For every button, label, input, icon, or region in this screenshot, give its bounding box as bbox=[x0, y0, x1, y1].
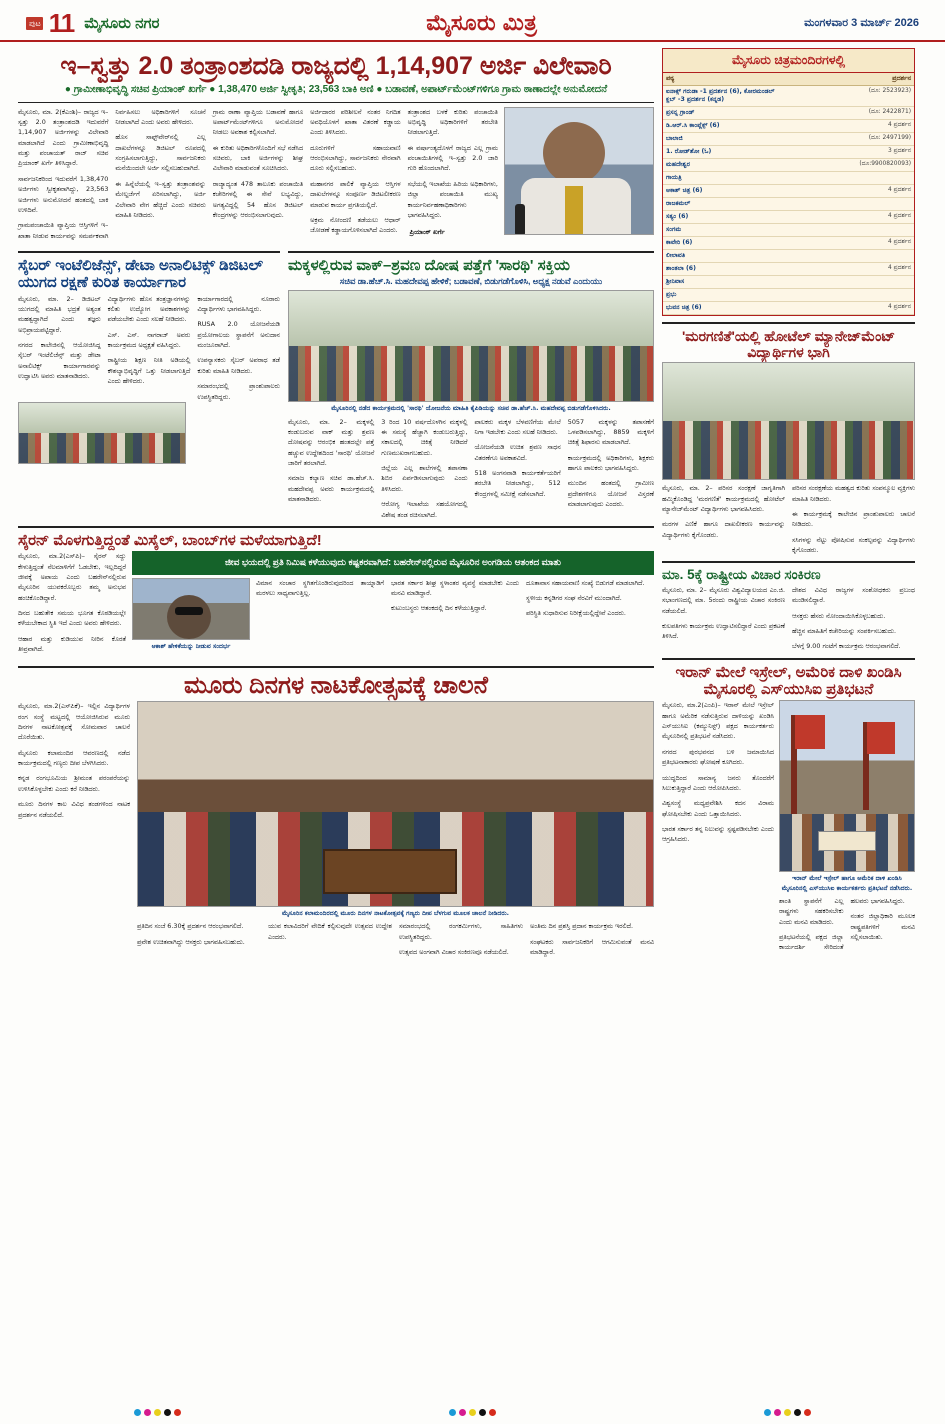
page-body bbox=[0, 42, 945, 958]
lead-photo-caption: ಪ್ರಿಯಾಂಕ್ ಖರ್ಗೆ bbox=[409, 228, 445, 237]
paragraph: ಕಾರ್ಯಕ್ರಮದಲ್ಲಿ ಅಧಿಕಾರಿಗಳು, ಶಿಕ್ಷಕರು ಹಾಗೂ ಪಾಲಕರು ಭಾಗವಹಿಸಿದ್ದರು. bbox=[567, 453, 654, 473]
table-row bbox=[663, 211, 914, 224]
paragraph: ಮೈಸೂರು, ಮಾ. 2– ಮೈಸೂರು ವಿಶ್ವವಿದ್ಯಾಲಯದ ಎಂ.ಜಿ. ಸಭಾಂಗಣದಲ್ಲಿ ಮಾ. 5ರಂದು ರಾಷ್ಟ್ರೀಯ ವಿಚಾರ ಸಂಕಿರಣ ನಡೆಯಲಿದೆ. bbox=[662, 585, 785, 615]
paragraph: ಅಕ್ರಮ ನೋಂದಣಿ ತಡೆಯಲು ಆಧಾರ್ ಜೋಡಣೆ ಕಡ್ಡಾಯಗೊಳಿಸಲಾಗಿದೆ ಎಂದರು. bbox=[310, 215, 401, 235]
issue-date: ಮಂಗಳವಾರ 3 ಮಾರ್ಚ್ 2026 bbox=[804, 16, 919, 29]
drama-story bbox=[18, 666, 654, 958]
paragraph: ಗ್ರಾಮಪಂಚಾಯಿತಿ ವ್ಯಾಪ್ತಿಯ ಆಸ್ತಿಗಳಿಗೆ ಇ–ಖಾತಾ ನೀಡುವ ಕಾರ್ಯವನ್ನು ಸಮರ್ಪಕವಾಗಿ ನಿರ್ವಹಿಸಲು ಅಧಿಕಾರಿಗಳಿಗೆ ಸೂಚನೆ ನೀಡಲಾಗಿದೆ ಎಂದು ಅವರು ಹೇಳಿದರು. bbox=[18, 107, 206, 240]
column-header-name: ಪಠ್ಯ bbox=[663, 73, 778, 86]
protest-headline: ಇರಾನ್ ಮೇಲೆ ಇಸ್ರೇಲ್, ಅಮೆರಿಕ ದಾಳಿ ಖಂಡಿಸಿ ಮೈಸೂರಲ್ಲಿ ಎಸ್‌ಯುಸಿಐ ಪ್ರತಿಭಟನೆ bbox=[662, 658, 915, 699]
table-row bbox=[663, 263, 914, 276]
theatre-shows: 4 ಪ್ರದರ್ಶನ bbox=[778, 120, 914, 133]
theatre-name: ಪ್ರಸನ್ನ ಗ್ರಾಂಡ್ bbox=[663, 107, 778, 120]
protest-photo bbox=[779, 700, 915, 872]
theatre-shows bbox=[778, 198, 914, 211]
missile-photo bbox=[132, 578, 250, 640]
cyber-body bbox=[18, 294, 280, 402]
paragraph: ದೂರುಗಳಿಗೆ ಸಹಾಯವಾಣಿ ಆರಂಭಿಸಲಾಗಿದ್ದು, ಸಾರ್ವಜನಿಕರು ನೇರವಾಗಿ ದೂರು ಸಲ್ಲಿಸಬಹುದು. bbox=[310, 143, 401, 173]
lead-photo bbox=[504, 107, 654, 235]
paragraph: 518 ಅಂಗನವಾಡಿ ಕಾರ್ಯಕರ್ತೆಯರಿಗೆ ತರಬೇತಿ ನೀಡಲಾಗಿದ್ದು, 512 ಕೇಂದ್ರಗಳಲ್ಲಿ ಸಮೀಕ್ಷೆ ನಡೆಸಲಾಗಿದೆ. bbox=[474, 469, 561, 498]
paper-title: ಮೈಸೂರು ಮಿತ್ರ bbox=[426, 10, 538, 35]
theatre-name: ಸಂಗಮ bbox=[663, 224, 778, 237]
regmark-group bbox=[134, 1409, 181, 1416]
hotel-headline: 'ಮರಗಣಿತೆ'ಯಲ್ಲಿ ಹೋಟೆಲ್ ಮ್ಯಾನೇಜ್‌ಮೆಂಟ್ ವಿದ್ಯಾರ್ಥಿಗಳ ಭಾಗಿ bbox=[662, 322, 915, 360]
theatre-shows: 4 ಪ್ರದರ್ಶನ bbox=[778, 263, 914, 276]
paragraph: ಮರಗಳ ಎಣಿಕೆ ಹಾಗೂ ದಾಖಲೀಕರಣ ಕಾರ್ಯವನ್ನು ವಿದ್ಯಾರ್ಥಿಗಳು ಕೈಗೊಂಡರು. bbox=[662, 520, 785, 539]
sarathi-photo bbox=[288, 290, 654, 402]
paragraph: ದಿನದ ಬಹುತೇಕ ಸಮಯ ಭೂಗತ ಕೊಠಡಿಯಲ್ಲೇ ಕಳೆಯಬೇಕಾದ ಸ್ಥಿತಿ ಇದೆ ಎಂದು ಅವರು ಹೇಳಿದರು. bbox=[18, 609, 126, 628]
sarathi-photo-caption: ಮೈಸೂರಿನಲ್ಲಿ ನಡೆದ ಕಾರ್ಯಕ್ರಮದಲ್ಲಿ 'ಸಾರಥಿ' ಯೋಜನೆಯ ಮಾಹಿತಿ ಕೈಪಿಡಿಯನ್ನು ಸಚಿವ ಡಾ.ಹೆಚ್.ಸಿ. ಮಹದೇವಪ್ಪ ಬಿಡುಗಡೆಗೊಳಿಸಿದರು. bbox=[331, 405, 611, 413]
theatre-name: ಗಾಯತ್ರಿ bbox=[663, 172, 778, 185]
table-header-row bbox=[663, 73, 914, 86]
paragraph: ಸಮಾರಂಭದಲ್ಲಿ ಪ್ರಾಂಶುಪಾಲರು ಉಪಸ್ಥಿತರಿದ್ದರು. bbox=[197, 382, 280, 401]
paragraph: ಮೂರು ದಿನಗಳ ಕಾಲ ವಿವಿಧ ತಂಡಗಳಿಂದ ನಾಟಕ ಪ್ರದರ್ಶನ ನಡೆಯಲಿದೆ. bbox=[18, 800, 130, 819]
hotel-photo bbox=[662, 362, 915, 480]
table-row bbox=[663, 276, 914, 289]
table-row bbox=[663, 250, 914, 263]
paragraph: ವಿಮಾನ ಸಂಚಾರ ಸ್ಥಗಿತಗೊಂಡಿರುವುದರಿಂದ ತಾಯ್ನಾಡಿಗೆ ಮರಳಲು ಸಾಧ್ಯವಾಗುತ್ತಿಲ್ಲ. bbox=[256, 578, 384, 598]
paragraph: ಕನ್ನಡ ರಂಗಭೂಮಿಯ ಶ್ರೀಮಂತ ಪರಂಪರೆಯನ್ನು ಉಳಿಸಿಕೊಳ್ಳಬೇಕು ಎಂದು ಕರೆ ನೀಡಿದರು. bbox=[18, 774, 130, 793]
paragraph: 5057 ಮಕ್ಕಳನ್ನು ತಪಾಸಣೆಗೆ ಒಳಪಡಿಸಲಾಗಿದ್ದು, 8859 ಮಕ್ಕಳಿಗೆ ಚಿಕಿತ್ಸೆ ಶಿಫಾರಸು ಮಾಡಲಾಗಿದೆ. bbox=[567, 417, 654, 447]
paragraph: RUSA 2.0 ಯೋಜನೆಯಡಿ ಪ್ರಯೋಗಾಲಯ ಸ್ಥಾಪನೆಗೆ ಅನುದಾನ ಮಂಜೂರಾಗಿದೆ. bbox=[197, 320, 280, 349]
paragraph: ನಗರದ ಕಾಲೇಜಿನಲ್ಲಿ ಆಯೋಜಿಸಿದ್ದ ಸೈಬರ್ ಇಂಟೆಲಿಜೆನ್ಸ್ ಮತ್ತು ಡೇಟಾ ಅನಾಲಿಟಿಕ್ಸ್ ಕಾರ್ಯಾಗಾರವನ್ನು ಉದ್ಘಾಟಿಸಿ ಅವರು ಮಾತನಾಡಿದರು. bbox=[18, 341, 101, 381]
paragraph: ದೇಶದ ವಿವಿಧ ರಾಜ್ಯಗಳ ಸಂಶೋಧಕರು ಪ್ರಬಂಧ ಮಂಡಿಸಲಿದ್ದಾರೆ. bbox=[792, 585, 915, 605]
paragraph: ಮೈಸೂರು ಕಲಾಮಂದಿರ ಆವರಣದಲ್ಲಿ ನಡೆದ ಕಾರ್ಯಕ್ರಮದಲ್ಲಿ ಗಣ್ಯರು ದೀಪ ಬೆಳಗಿಸಿದರು. bbox=[18, 748, 130, 768]
sarathi-body bbox=[288, 417, 654, 520]
lead-story bbox=[18, 52, 654, 241]
paragraph: ಪಾಲಕರು ಮಕ್ಕಳ ಬೆಳವಣಿಗೆಯ ಮೇಲೆ ನಿಗಾ ಇಡಬೇಕು ಎಂದು ಸಲಹೆ ನೀಡಿದರು. bbox=[474, 417, 561, 436]
paragraph: ಯುವ ಕಲಾವಿದರಿಗೆ ವೇದಿಕೆ ಕಲ್ಪಿಸುವುದೇ ಉತ್ಸವದ ಉದ್ದೇಶ ಎಂದರು. bbox=[268, 922, 392, 941]
table-row bbox=[663, 172, 914, 185]
paragraph: ಕುಟುಂಬಸ್ಥರು ಆತಂಕದಲ್ಲಿ ದಿನ ಕಳೆಯುತ್ತಿದ್ದಾರೆ. bbox=[391, 604, 487, 613]
paragraph: ಸಭೆಯಲ್ಲಿ ಇಲಾಖೆಯ ಹಿರಿಯ ಅಧಿಕಾರಿಗಳು, ಜಿಲ್ಲಾ ಪಂಚಾಯಿತಿ ಮುಖ್ಯ ಕಾರ್ಯನಿರ್ವಹಣಾಧಿಕಾರಿಗಳು ಭಾಗವಹಿಸಿದ್ದರು. bbox=[407, 179, 498, 219]
table-row bbox=[663, 120, 914, 133]
paragraph: ಈ ಹಿನ್ನೆಲೆಯಲ್ಲಿ ಇ–ಸ್ವತ್ತು ತಂತ್ರಾಂಶವನ್ನು ಮೇಲ್ದರ್ಜೆಗೆ ಏರಿಸಲಾಗಿದ್ದು, ಅರ್ಜಿ ವಿಲೇವಾರಿ ವೇಗ ಹೆಚ್ಚಿದೆ ಎಂದು ಸಚಿವರು ಮಾಹಿತಿ ನೀಡಿದರು. bbox=[115, 179, 206, 219]
paragraph: ಅರ್ಜಿದಾರರ ಪರಿಶೀಲನೆ ನಂತರ ನಿಗದಿತ ಅವಧಿಯೊಳಗೆ ಖಾತಾ ವಿತರಣೆ ಕಡ್ಡಾಯ ಎಂದು ತಿಳಿಸಿದರು. bbox=[310, 107, 401, 137]
drama-body-left bbox=[18, 701, 130, 825]
paragraph: ಮೈಸೂರು, ಮಾ. 2– ಪರಿಸರ ಸಂರಕ್ಷಣೆ ಜಾಗೃತಿಗಾಗಿ ಹಮ್ಮಿಕೊಂಡಿದ್ದ 'ಮರಗಣಿತೆ' ಕಾರ್ಯಕ್ರಮದಲ್ಲಿ ಹೋಟೆಲ್ ಮ್ಯಾನೇಜ್‌ಮೆಂಟ್ ವಿದ್ಯಾರ್ಥಿಗಳು ಭಾಗವಹಿಸಿದರು. bbox=[662, 484, 785, 513]
protest-body-right bbox=[779, 896, 915, 953]
theatre-shows bbox=[778, 289, 914, 302]
drama-body-right bbox=[137, 921, 654, 957]
theatre-shows bbox=[778, 224, 914, 237]
page-label: ಪುಟ bbox=[26, 17, 43, 30]
missile-body-right bbox=[256, 578, 654, 619]
table-row bbox=[663, 146, 914, 159]
regmark-group bbox=[449, 1409, 496, 1416]
column-header-shows: ಪ್ರದರ್ಶನ bbox=[778, 73, 914, 86]
paragraph: ನಂತರ ಜಿಲ್ಲಾಧಿಕಾರಿ ಮೂಲಕ ರಾಷ್ಟ್ರಪತಿಗಳಿಗೆ ಮನವಿ ಸಲ್ಲಿಸಲಾಯಿತು. bbox=[850, 912, 915, 942]
paragraph: ಸಾರ್ವಜನಿಕರಿಂದ ಇದುವರೆಗೆ 1,38,470 ಅರ್ಜಿಗಳು ಸ್ವೀಕೃತವಾಗಿದ್ದು, 23,563 ಅರ್ಜಿಗಳು ಅನುಮೋದನೆ ಹಂತದಲ್ಲಿ ಬಾಕಿ ಉಳಿದಿವೆ. bbox=[18, 174, 109, 214]
paragraph: ಪ್ರವೇಶ ಉಚಿತವಾಗಿದ್ದು ಆಸಕ್ತರು ಭಾಗವಹಿಸಬಹುದು. bbox=[137, 937, 245, 946]
missile-headline: ಸೈರನ್ ಮೊಳಗುತ್ತಿದ್ದಂತೆ ಮಿಸೈಲ್, ಬಾಂಬ್‌ಗಳ ಮಳೆಯಾಗುತ್ತಿದೆ! bbox=[18, 526, 654, 549]
paragraph: ಮೈಸೂರು, ಮಾ.2(ಎಸ್‌ಪಿ)– ಸೈರನ್ ಸದ್ದು ಕೇಳುತ್ತಿದ್ದಂತೆ ನೆಲಮಾಳಿಗೆಗೆ ಓಡಬೇಕು, ಇಲ್ಲದಿದ್ದರೆ ಜೀವಕ್ಕೆ ಅಪಾಯ ಎಂದು ಬಹರೇನ್‌ನಲ್ಲಿರುವ ಮೈಸೂರಿನ ಯುವಕರೊಬ್ಬರು ತಮ್ಮ ಅನುಭವ ಹಂಚಿಕೊಂಡಿದ್ದಾರೆ. bbox=[18, 552, 126, 602]
paragraph: ವಿಶ್ವಸಂಸ್ಥೆ ಮಧ್ಯಪ್ರವೇಶಿಸಿ ಕದನ ವಿರಾಮ ಘೋಷಿಸಬೇಕು ಎಂದು ಒತ್ತಾಯಿಸಿದರು. bbox=[662, 799, 774, 818]
paragraph: ಸಮಾರಂಭದಲ್ಲಿ ರಂಗಕರ್ಮಿಗಳು, ಸಾಹಿತಿಗಳು ಉಪಸ್ಥಿತರಿದ್ದರು. bbox=[399, 922, 523, 941]
paragraph: ಈ ಕುರಿತು ಅಧಿಕಾರಿಗಳೊಂದಿಗೆ ಸಭೆ ನಡೆಸಿದ ಸಚಿವರು, ಬಾಕಿ ಅರ್ಜಿಗಳನ್ನು ಶೀಘ್ರ ವಿಲೇವಾರಿ ಮಾಡುವಂತೆ ಸೂಚಿಸಿದರು. bbox=[212, 143, 304, 173]
paragraph: ಮೈಸೂರು, ಮಾ.2(ಎಸ್‌ಪಿಕೆ)– ಇಲ್ಲಿನ ವಿದ್ಯಾರ್ಥಿಗಳ ರಂಗ ಸಂಸ್ಥೆ ಮಟ್ಟದಲ್ಲಿ ಆಯೋಜಿಸಿರುವ ಮೂರು ದಿನಗಳ ನಾಟಕೋತ್ಸವಕ್ಕೆ ಸೋಮವಾರ ಚಾಲನೆ ದೊರೆಯಿತು. bbox=[18, 702, 130, 742]
paragraph: ಪ್ರತಿದಿನ ಸಂಜೆ 6.30ಕ್ಕೆ ಪ್ರದರ್ಶನ ಆರಂಭವಾಗಲಿದೆ. bbox=[137, 922, 244, 931]
theatre-name: ಬಾಲಾಜಿ bbox=[663, 133, 778, 146]
paragraph: ಬೆಳಗ್ಗೆ 9.00 ಗಂಟೆಗೆ ಕಾರ್ಯಕ್ರಮ ಆರಂಭವಾಗಲಿದೆ. bbox=[792, 642, 901, 651]
paragraph: ಮೈಸೂರು, ಮಾ. 2(ಕೆಎಂಶಿ)– ರಾಜ್ಯದ ಇ–ಸ್ವತ್ತು 2.0 ತಂತ್ರಾಂಶದಡಿ ಇದುವರೆಗೆ 1,14,907 ಅರ್ಜಿಗಳನ್ನು ವಿಲೇವಾರಿ ಮಾಡಲಾಗಿದೆ ಎಂದು ಗ್ರಾಮೀಣಾಭಿವೃದ್ಧಿ ಮತ್ತು ಪಂಚಾಯತ್ ರಾಜ್ ಸಚಿವ ಪ್ರಿಯಾಂಕ್ ಖರ್ಗೆ ತಿಳಿಸಿದ್ದಾರೆ. bbox=[18, 107, 109, 168]
theatre-shows: (ದೂ: 2523923) bbox=[778, 86, 914, 107]
lead-bullets: ● ಗ್ರಾಮೀಣಾಭಿವೃದ್ಧಿ ಸಚಿವ ಪ್ರಿಯಾಂಕ್ ಖರ್ಗೆ ● 1,38,470 ಅರ್ಜಿ ಸ್ವೀಕೃತಿ; 23,563 ಬಾಕಿ ಅಣಿ ● ಬಡಾವಣೆ, ಅಪಾರ್ಟ್‌ಮೆಂಟ್‌ಗಳಿಗೂ ಗ್ರಾಮ ಠಾಣಾದಲ್ಲೇ ಅನುಮೋದನೆ bbox=[18, 83, 654, 103]
table-row bbox=[663, 133, 914, 146]
theatre-name: ಕಾವೇರಿ (6) bbox=[663, 237, 778, 250]
paragraph: ಭಾರತ ಸರ್ಕಾರ ಶೀಘ್ರ ಸ್ಥಳಾಂತರ ವ್ಯವಸ್ಥೆ ಮಾಡಬೇಕು ಎಂದು ಮನವಿ ಮಾಡಿದ್ದಾರೆ. bbox=[391, 578, 519, 598]
table-row bbox=[663, 289, 914, 302]
right-rail bbox=[662, 48, 915, 958]
paragraph: ಉತ್ಸವದ ಅಂಗವಾಗಿ ವಿಚಾರ ಸಂಕಿರಣವೂ ನಡೆಯಲಿದೆ. bbox=[399, 948, 509, 957]
table-row bbox=[663, 159, 914, 172]
masthead-left bbox=[26, 10, 159, 36]
paragraph: ನಗರದ ಪುರಭವನದ ಬಳಿ ಜಮಾಯಿಸಿದ ಪ್ರತಿಭಟನಾಕಾರರು ಘೋಷಣೆ ಕೂಗಿದರು. bbox=[662, 747, 774, 767]
theatre-shows: (ದೂ:9900820093) bbox=[778, 159, 914, 172]
paragraph: ಪರಿಸ್ಥಿತಿ ಸುಧಾರಿಸುವ ನಿರೀಕ್ಷೆಯಲ್ಲಿದ್ದೇವೆ ಎಂದರು. bbox=[526, 609, 626, 618]
protest-story bbox=[662, 658, 915, 953]
paragraph: ಶಾಂತಿ ಸ್ಥಾಪನೆಗೆ ಎಲ್ಲ ರಾಷ್ಟ್ರಗಳು ಸಹಕರಿಸಬೇಕು ಎಂದು ಮನವಿ ಮಾಡಿದರು. bbox=[779, 896, 844, 926]
paragraph: ಮೈಸೂರು, ಮಾ. 2– ಮಕ್ಕಳಲ್ಲಿ ಕಂಡುಬರುವ ವಾಕ್ ಮತ್ತು ಶ್ರವಣ ದೋಷವನ್ನು ಆರಂಭಿಕ ಹಂತದಲ್ಲೇ ಪತ್ತೆ ಹಚ್ಚುವ ಉದ್ದೇಶದಿಂದ 'ಸಾರಥಿ' ಯೋಜನೆ ಜಾರಿಗೆ ತರಲಾಗಿದೆ. bbox=[288, 417, 375, 468]
main-column bbox=[18, 48, 654, 958]
paragraph: ಮೈಸೂರು, ಮಾ. 2– ಡಿಜಿಟಲ್ ಯುಗದಲ್ಲಿ ಮಾಹಿತಿ ಭದ್ರತೆ ಅತ್ಯಂತ ಮಹತ್ವದ್ದಾಗಿದೆ ಎಂದು ತಜ್ಞರು ಅಭಿಪ್ರಾಯಪಟ್ಟಿದ್ದಾರೆ. bbox=[18, 294, 101, 334]
theatre-shows: 4 ಪ್ರದರ್ಶನ bbox=[778, 237, 914, 250]
paragraph: ತಂತ್ರಾಂಶದ ಬಳಕೆ ಕುರಿತು ಪಂಚಾಯಿತಿ ಅಭಿವೃದ್ಧಿ ಅಧಿಕಾರಿಗಳಿಗೆ ತರಬೇತಿ ನೀಡಲಾಗುತ್ತಿದೆ. bbox=[407, 107, 498, 137]
paragraph: ಹೊಸ ಸಾಫ್ಟ್‌ವೇರ್‌ನಲ್ಲಿ ಎಲ್ಲ ದಾಖಲೆಗಳನ್ನೂ ಡಿಜಿಟಲ್ ರೂಪದಲ್ಲಿ ಸಂಗ್ರಹಿಸಲಾಗುತ್ತಿದ್ದು, ಸಾರ್ವಜನಿಕರು ಮನೆಯಿಂದಲೇ ಅರ್ಜಿ ಸಲ್ಲಿಸಬಹುದಾಗಿದೆ. bbox=[115, 133, 206, 173]
drama-headline: ಮೂರು ದಿನಗಳ ನಾಟಕೋತ್ಸವಕ್ಕೆ ಚಾಲನೆ bbox=[18, 666, 654, 700]
paragraph: ಆಹಾರ ಮತ್ತು ಕುಡಿಯುವ ನೀರಿನ ಕೊರತೆ ತೀವ್ರವಾಗಿದೆ. bbox=[18, 634, 126, 654]
paragraph: ಆಸಕ್ತರು ಹೆಸರು ನೋಂದಾಯಿಸಿಕೊಳ್ಳಬಹುದು. bbox=[792, 611, 886, 620]
missile-photo-caption: ಆಕಾಶ್ ಹೇಳಿಕೆಯನ್ನು ನೀಡುವ ಸಂದರ್ಭ bbox=[151, 642, 231, 650]
missile-story bbox=[18, 526, 654, 660]
paragraph: ಗ್ರಾಮ ಠಾಣಾ ವ್ಯಾಪ್ತಿಯ ಬಡಾವಣೆ ಹಾಗೂ ಅಪಾರ್ಟ್‌ಮೆಂಟ್‌ಗಳಿಗೂ ಅನುಮೋದನೆ ನೀಡಲು ಅವಕಾಶ ಕಲ್ಪಿಸಲಾಗಿದೆ. bbox=[212, 107, 304, 137]
hotel-story bbox=[662, 322, 915, 555]
sarathi-subhead: ಸಚಿವ ಡಾ.ಹೆಚ್.ಸಿ. ಮಹದೇವಪ್ಪ ಹೇಳಿಕೆ; ಬಡಾವಣೆ, ಬಿಡುಗಡೆಗೊಳಿಸಿ, ಅಧ್ಯಕ್ಷ ನಡುವೆ ಎಂದುಯು bbox=[339, 276, 603, 287]
sarathi-headline: ಮಕ್ಕಳಲ್ಲಿರುವ ವಾಕ್–ಶ್ರವಣ ದೋಷ ಪತ್ತೆಗೆ 'ಸಾರಥಿ' ಸಕ್ತಿಯ bbox=[288, 251, 654, 274]
paragraph: ಮುಂದಿನ ಹಂತದಲ್ಲಿ ಗ್ರಾಮೀಣ ಪ್ರದೇಶಗಳಿಗೂ ಯೋಜನೆ ವಿಸ್ತರಣೆ ಮಾಡಲಾಗುವುದು ಎಂದರು. bbox=[567, 479, 654, 509]
table-row bbox=[663, 107, 914, 120]
registration-marks bbox=[0, 1409, 945, 1416]
theatre-name: 1. ರೋಡ್‌ಶೋ (ಓ) bbox=[663, 146, 778, 159]
drama-photo-caption: ಮೈಸೂರಿನ ಕಲಾಮಂದಿರದಲ್ಲಿ ಮೂರು ದಿನಗಳ ನಾಟಕೋತ್ಸವಕ್ಕೆ ಗಣ್ಯರು ದೀಪ ಬೆಳಗುವ ಮೂಲಕ ಚಾಲನೆ ನೀಡಿದರು. bbox=[281, 910, 510, 918]
paragraph: ಕಾರ್ಯಾಗಾರದಲ್ಲಿ ನೂರಾರು ವಿದ್ಯಾರ್ಥಿಗಳು ಭಾಗವಹಿಸಿದ್ದರು. bbox=[197, 294, 280, 313]
theatre-name: ಪ್ರಭು bbox=[663, 289, 778, 302]
paragraph: ಆರೋಗ್ಯ ಇಲಾಖೆಯ ಸಹಯೋಗದಲ್ಲಿ ವಿಶೇಷ ತಂಡ ರಚಿಸಲಾಗಿದೆ. bbox=[381, 500, 468, 519]
paragraph: ದೂತಾವಾಸ ಸಹಾಯವಾಣಿ ಸಂಖ್ಯೆ ಬಿಡುಗಡೆ ಮಾಡಲಾಗಿದೆ. bbox=[526, 578, 645, 587]
theatre-name: ಲೀಲಾವತಿ bbox=[663, 250, 778, 263]
paragraph: ಯುದ್ಧದಿಂದ ಸಾಮಾನ್ಯ ಜನರು ತೊಂದರೆಗೆ ಸಿಲುಕುತ್ತಿದ್ದಾರೆ ಎಂದು ಆರೋಪಿಸಿದರು. bbox=[662, 773, 774, 792]
table-row bbox=[663, 198, 914, 211]
theatre-shows: 4 ಪ್ರದರ್ಶನ bbox=[778, 302, 914, 315]
paragraph: ಈ ಕಾರ್ಯಕ್ರಮಕ್ಕೆ ಕಾಲೇಜಿನ ಪ್ರಾಂಶುಪಾಲರು ಚಾಲನೆ ನೀಡಿದರು. bbox=[792, 509, 915, 529]
paragraph: ಅಂತಿಮ ದಿನ ಪ್ರಶಸ್ತಿ ಪ್ರದಾನ ಕಾರ್ಯಕ್ರಮ ಇರಲಿದೆ. bbox=[530, 922, 634, 931]
cinema-listing-title: ಮೈಸೂರು ಚಿತ್ರಮಂದಿರಗಳಲ್ಲಿ bbox=[663, 49, 914, 73]
cinema-table bbox=[663, 73, 914, 315]
paragraph: ಹೆಚ್ಚಿನ ಮಾಹಿತಿಗೆ ಕಚೇರಿಯನ್ನು ಸಂಪರ್ಕಿಸಬಹುದು. bbox=[792, 627, 897, 636]
theatre-name: ಶಾಂತಲಾ (6) bbox=[663, 263, 778, 276]
theatre-name: ರಾಜಕಮಲ್ bbox=[663, 198, 778, 211]
theatre-shows: (ದೂ: 2497199) bbox=[778, 133, 914, 146]
paragraph: ಮೈಸೂರು, ಮಾ.2(ಎಂಪಿ)– ಇರಾನ್ ಮೇಲೆ ಇಸ್ರೇಲ್ ಹಾಗೂ ಅಮೆರಿಕ ನಡೆಸುತ್ತಿರುವ ದಾಳಿಯನ್ನು ಖಂಡಿಸಿ ಎಸ್‌ಯುಸಿಐ (ಕಮ್ಯುನಿಸ್ಟ್) ಪಕ್ಷದ ಕಾರ್ಯಕರ್ತರು ಮೈಸೂರಿನಲ್ಲಿ ಪ್ರತಿಭಟನೆ ನಡೆಸಿದರು. bbox=[662, 701, 774, 741]
theatre-shows bbox=[778, 172, 914, 185]
seminar-headline: ಮಾ. 5ಕ್ಕೆ ರಾಷ್ಟ್ರೀಯ ವಿಚಾರ ಸಂಕಿರಣ bbox=[662, 561, 915, 583]
paragraph: ಎಸ್. ಎಸ್. ನಾಗರಾಜ್ ಅವರು ಕಾರ್ಯಕ್ರಮದ ಅಧ್ಯಕ್ಷತೆ ವಹಿಸಿದ್ದರು. bbox=[107, 330, 191, 349]
theatre-name: ಐನಾಕ್ಸ್ ಗರುಡಾ -1 ಪ್ರದರ್ಶನ (6), ಕೋರಮಂಡಲ್ ಕ್ಲಬ್ -3 ಪ್ರದರ್ಶನ (ಕನ್ನಡ) bbox=[663, 86, 778, 107]
theatre-name: ಆಕಾಶ್ ಚಿತ್ರ (6) bbox=[663, 185, 778, 198]
paragraph: ಪರಿಸರ ಸಂರಕ್ಷಣೆಯ ಮಹತ್ವದ ಕುರಿತು ಸಂಪನ್ಮೂಲ ವ್ಯಕ್ತಿಗಳು ಮಾಹಿತಿ ನೀಡಿದರು. bbox=[792, 484, 915, 503]
cyber-story bbox=[18, 245, 280, 520]
table-row bbox=[663, 237, 914, 250]
theatre-shows: 4 ಪ್ರದರ್ಶನ bbox=[778, 185, 914, 198]
paragraph: ಜಿಲ್ಲೆಯ ಎಲ್ಲ ಶಾಲೆಗಳಲ್ಲಿ ತಪಾಸಣಾ ಶಿಬಿರ ಏರ್ಪಡಿಸಲಾಗುವುದು ಎಂದು ತಿಳಿಸಿದರು. bbox=[381, 464, 468, 493]
paragraph: ಯೋಜನೆಯಡಿ ಉಚಿತ ಶ್ರವಣ ಸಾಧನ ವಿತರಣೆಗೂ ಅವಕಾಶವಿದೆ. bbox=[474, 443, 561, 462]
paragraph: ಈ ವರ್ಷಾಂತ್ಯದೊಳಗೆ ರಾಜ್ಯದ ಎಲ್ಲ ಗ್ರಾಮ ಪಂಚಾಯಿತಿಗಳಲ್ಲಿ ಇ–ಸ್ವತ್ತು 2.0 ಜಾರಿ ಗುರಿ ಹೊಂದಲಾಗಿದೆ. bbox=[407, 143, 498, 173]
regmark-group bbox=[764, 1409, 811, 1416]
table-row bbox=[663, 86, 914, 107]
protest-photo-caption: ಇರಾನ್ ಮೇಲೆ ಇಸ್ರೇಲ್ ಹಾಗೂ ಅಮೆರಿಕ ದಾಳಿ ಖಂಡಿಸಿ ಮೈಸೂರಿನಲ್ಲಿ ಎಸ್‌ಯುಸಿಐ ಕಾರ್ಯಕರ್ತರು ಪ್ರತಿಭಟನೆ ನಡೆಸಿದರು. bbox=[781, 875, 913, 892]
theatre-name: ಮಹದೇಶ್ವರ bbox=[663, 159, 778, 172]
paragraph: ಭಾರತ ಸರ್ಕಾರ ತನ್ನ ನಿಲುವನ್ನು ಸ್ಪಷ್ಟಪಡಿಸಬೇಕು ಎಂದು ಆಗ್ರಹಿಸಿದರು. bbox=[662, 825, 774, 844]
edition-city: ಮೈಸೂರು ನಗರ bbox=[84, 14, 160, 32]
cyber-headline: ಸೈಬರ್ ಇಂಟೆಲಿಜೆನ್ಸ್, ಡೇಟಾ ಅನಾಲಿಟಿಕ್ಸ್ ಡಿಜಿಟಲ್ ಯುಗದ ರಕ್ಷಣೆ ಕುರಿತ ಕಾರ್ಯಾಗಾರ bbox=[18, 251, 280, 292]
theatre-name: ಭುವನ ಚಿತ್ರ (6) bbox=[663, 302, 778, 315]
hotel-body bbox=[662, 483, 915, 555]
theatre-name: ಸತ್ಯಂ (6) bbox=[663, 211, 778, 224]
seminar-body bbox=[662, 585, 915, 652]
page-number: 11 bbox=[48, 8, 75, 38]
paragraph: ಸಮಾಜ ಕಲ್ಯಾಣ ಸಚಿವ ಡಾ.ಹೆಚ್.ಸಿ. ಮಹದೇವಪ್ಪ ಅವರು ಕಾರ್ಯಕ್ರಮದಲ್ಲಿ ಮಾತನಾಡಿದರು. bbox=[288, 474, 375, 504]
paragraph: ರಾಜ್ಯಾದ್ಯಂತ 478 ತಾಲೂಕು ಪಂಚಾಯಿತಿ ಕಚೇರಿಗಳಲ್ಲಿ ಈ ಸೇವೆ ಲಭ್ಯವಿದ್ದು, ಅಗತ್ಯವಿದ್ದಲ್ಲಿ 54 ಹೊಸ ಡಿಜಿಟಲ್ ಕೇಂದ್ರಗಳನ್ನು ಆರಂಭಿಸಲಾಗುವುದು. bbox=[212, 179, 304, 219]
table-row bbox=[663, 185, 914, 198]
sarathi-story bbox=[288, 245, 654, 520]
theatre-name: ಶ್ರೀನಿವಾಸ bbox=[663, 276, 778, 289]
paragraph: ಸಸಿಗಳನ್ನು ನೆಟ್ಟು ಪೋಷಿಸುವ ಸಂಕಲ್ಪವನ್ನು ವಿದ್ಯಾರ್ಥಿಗಳು ಕೈಗೊಂಡರು. bbox=[792, 535, 915, 555]
theatre-shows: 4 ಪ್ರದರ್ಶನ bbox=[778, 211, 914, 224]
paragraph: ಸ್ಥಳೀಯ ಕನ್ನಡಿಗರ ಸಂಘ ನೆರವಿಗೆ ಮುಂದಾಗಿದೆ. bbox=[526, 594, 622, 603]
table-row bbox=[663, 302, 914, 315]
lead-body bbox=[18, 107, 498, 242]
protest-body-left bbox=[662, 700, 774, 850]
second-row bbox=[18, 245, 654, 520]
paragraph: ರಾಷ್ಟ್ರೀಯ ಶಿಕ್ಷಣ ನೀತಿ ಅಡಿಯಲ್ಲಿ ಕೌಶಲ್ಯಾಭಿವೃದ್ಧಿಗೆ ಒತ್ತು ನೀಡಲಾಗುತ್ತಿದೆ ಎಂದು ಹೇಳಿದರು. bbox=[107, 356, 191, 386]
drama-photo bbox=[137, 701, 654, 907]
missile-kicker: ಜೀವ ಭಯದಲ್ಲಿ ಪ್ರತಿ ನಿಮಿಷ ಕಳೆಯುವುದು ಕಷ್ಟಕರವಾಗಿದೆ: ಬಹರೇನ್‌ನಲ್ಲಿರುವ ಮೈಸೂರಿನ ಅಂಗಡಿಯ ಆತಂಕದ ಮಾತು bbox=[132, 551, 654, 575]
paragraph: ಕುಲಪತಿಗಳು ಕಾರ್ಯಕ್ರಮ ಉದ್ಘಾಟಿಸಲಿದ್ದಾರೆ ಎಂದು ಪ್ರಕಟಣೆ ತಿಳಿಸಿದೆ. bbox=[662, 622, 785, 641]
paragraph: ಮಹಾನಗರ ಪಾಲಿಕೆ ವ್ಯಾಪ್ತಿಯ ಆಸ್ತಿಗಳ ದಾಖಲೆಗಳನ್ನೂ ಸಂಪೂರ್ಣ ಡಿಜಿಟಲೀಕರಣ ಮಾಡುವ ಕಾರ್ಯ ಪ್ರಗತಿಯಲ್ಲಿದೆ. bbox=[310, 179, 401, 209]
theatre-shows: (ದೂ: 2422871) bbox=[778, 107, 914, 120]
theatre-shows: 3 ಪ್ರದರ್ಶನ bbox=[778, 146, 914, 159]
seminar-story bbox=[662, 561, 915, 651]
paragraph: ಉಪನ್ಯಾಸಕರು ಸೈಬರ್ ಅಪರಾಧ ತಡೆ ಕುರಿತು ಮಾಹಿತಿ ನೀಡಿದರು. bbox=[197, 356, 280, 375]
missile-body-left bbox=[18, 551, 126, 659]
cinema-listing-box bbox=[662, 48, 915, 316]
theatre-shows bbox=[778, 250, 914, 263]
lead-headline: ಇ–ಸ್ವತ್ತು 2.0 ತಂತ್ರಾಂಶದಡಿ ರಾಜ್ಯದಲ್ಲಿ 1,14,907 ಅರ್ಜಿ ವಿಲೇವಾರಿ bbox=[60, 52, 612, 80]
table-row bbox=[663, 224, 914, 237]
paragraph: ಪ್ರತಿಭಟನೆಯಲ್ಲಿ ಪಕ್ಷದ ಜಿಲ್ಲಾ ಕಾರ್ಯದರ್ಶಿ ಸೇರಿದಂತೆ ಹಲವರು ಭಾಗವಹಿಸಿದ್ದರು. bbox=[779, 896, 905, 952]
paragraph: ವಿದ್ಯಾರ್ಥಿಗಳು ಹೊಸ ತಂತ್ರಜ್ಞಾನಗಳನ್ನು ಕಲಿತು ಉದ್ಯೋಗ ಅವಕಾಶಗಳನ್ನು ಪಡೆಯಬೇಕು ಎಂದು ಸಲಹೆ ನೀಡಿದರು. bbox=[107, 294, 191, 324]
masthead bbox=[0, 0, 945, 42]
paragraph: ಸಂಘಟಕರು ಸಾರ್ವಜನಿಕರಿಗೆ ಆಗಮಿಸುವಂತೆ ಮನವಿ ಮಾಡಿದ್ದಾರೆ. bbox=[530, 937, 654, 957]
paragraph: 3 ರಿಂದ 10 ವರ್ಷದೊಳಗಿನ ಮಕ್ಕಳಲ್ಲಿ ಈ ಸಮಸ್ಯೆ ಹೆಚ್ಚಾಗಿ ಕಂಡುಬರುತ್ತಿದ್ದು, ಸಕಾಲದಲ್ಲಿ ಚಿಕಿತ್ಸೆ ನೀಡಿದರೆ ಗುಣಮುಖರಾಗಬಹುದು. bbox=[381, 417, 468, 457]
cyber-photo bbox=[18, 402, 186, 464]
theatre-name: ಡಿ.ಆರ್.ಸಿ ಕಾಂಪ್ಲೆಕ್ಸ್ (6) bbox=[663, 120, 778, 133]
theatre-shows bbox=[778, 276, 914, 289]
